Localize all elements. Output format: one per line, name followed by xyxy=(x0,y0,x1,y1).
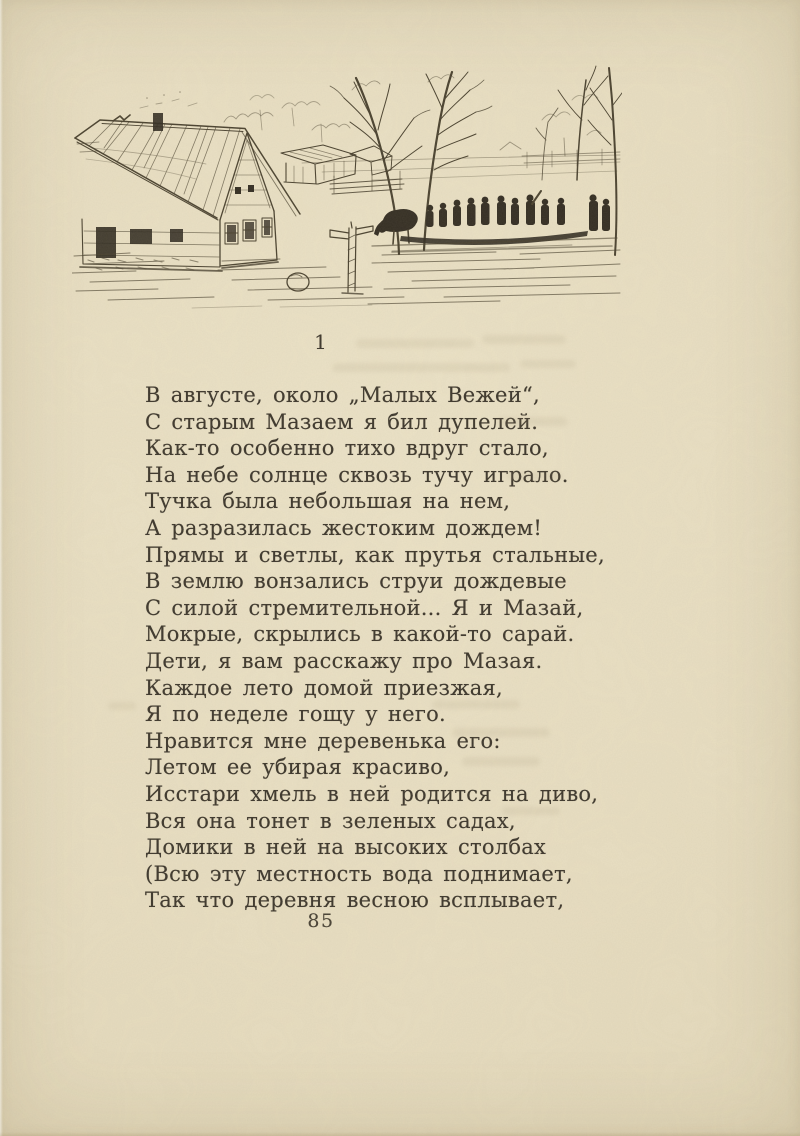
poem-line: А разразилась жестоким дождем! xyxy=(145,515,543,540)
poem-line: Вся она тонет в зеленых садах, xyxy=(145,808,516,833)
poem-line: Дети, я вам расскажу про Мазая. xyxy=(145,648,543,673)
figure-silhouettes xyxy=(426,191,610,231)
poem-line: Летом ее убирая красиво, xyxy=(145,755,451,780)
village-sketch-illustration xyxy=(72,60,622,318)
signpost xyxy=(330,222,373,294)
poem-line: Нравится мне деревенька его: xyxy=(145,728,501,753)
poem-line: С силой стремительной... Я и Мазай, xyxy=(145,595,584,620)
poem-line: С старым Мазаем я бил дупелей. xyxy=(145,409,539,434)
background-scribbles xyxy=(77,91,620,180)
poem-line: Так что деревня весною всплывает, xyxy=(145,888,565,913)
poem-line: На небе солнце сквозь тучу играло. xyxy=(145,462,569,487)
poem-line: Мокрые, скрылись в какой-то сарай. xyxy=(145,622,575,647)
poem-line: Я по неделе гощу у него. xyxy=(145,702,446,727)
page-bottom-edge xyxy=(0,1132,800,1136)
page-left-edge xyxy=(0,0,3,1136)
villagers-group xyxy=(372,191,617,251)
gable-windows xyxy=(225,218,272,244)
poem-text xyxy=(145,382,615,914)
page-number: 85 xyxy=(307,910,335,932)
ground-strokes xyxy=(72,246,620,308)
poem-line: В августе, около „Малых Вежей“, xyxy=(145,383,540,407)
poem-line: (Всю эту местность вода поднимает, xyxy=(145,861,573,886)
poem-line: Прямы и светлы, как прутья стальные, xyxy=(145,542,605,567)
section-number: 1 xyxy=(314,330,328,354)
poem-line: Тучка была небольшая на нем, xyxy=(145,489,511,514)
log-house xyxy=(75,113,300,271)
poem-line: В землю вонзались струи дождевые xyxy=(145,569,567,594)
poem-line: Как-то особенно тихо вдруг стало, xyxy=(145,436,549,461)
poem-line: Домики в ней на высоких столбах xyxy=(145,835,547,860)
poem-line: Каждое лето домой приезжая, xyxy=(145,675,503,700)
poem-line: Исстари хмель в ней родится на диво, xyxy=(145,781,599,806)
